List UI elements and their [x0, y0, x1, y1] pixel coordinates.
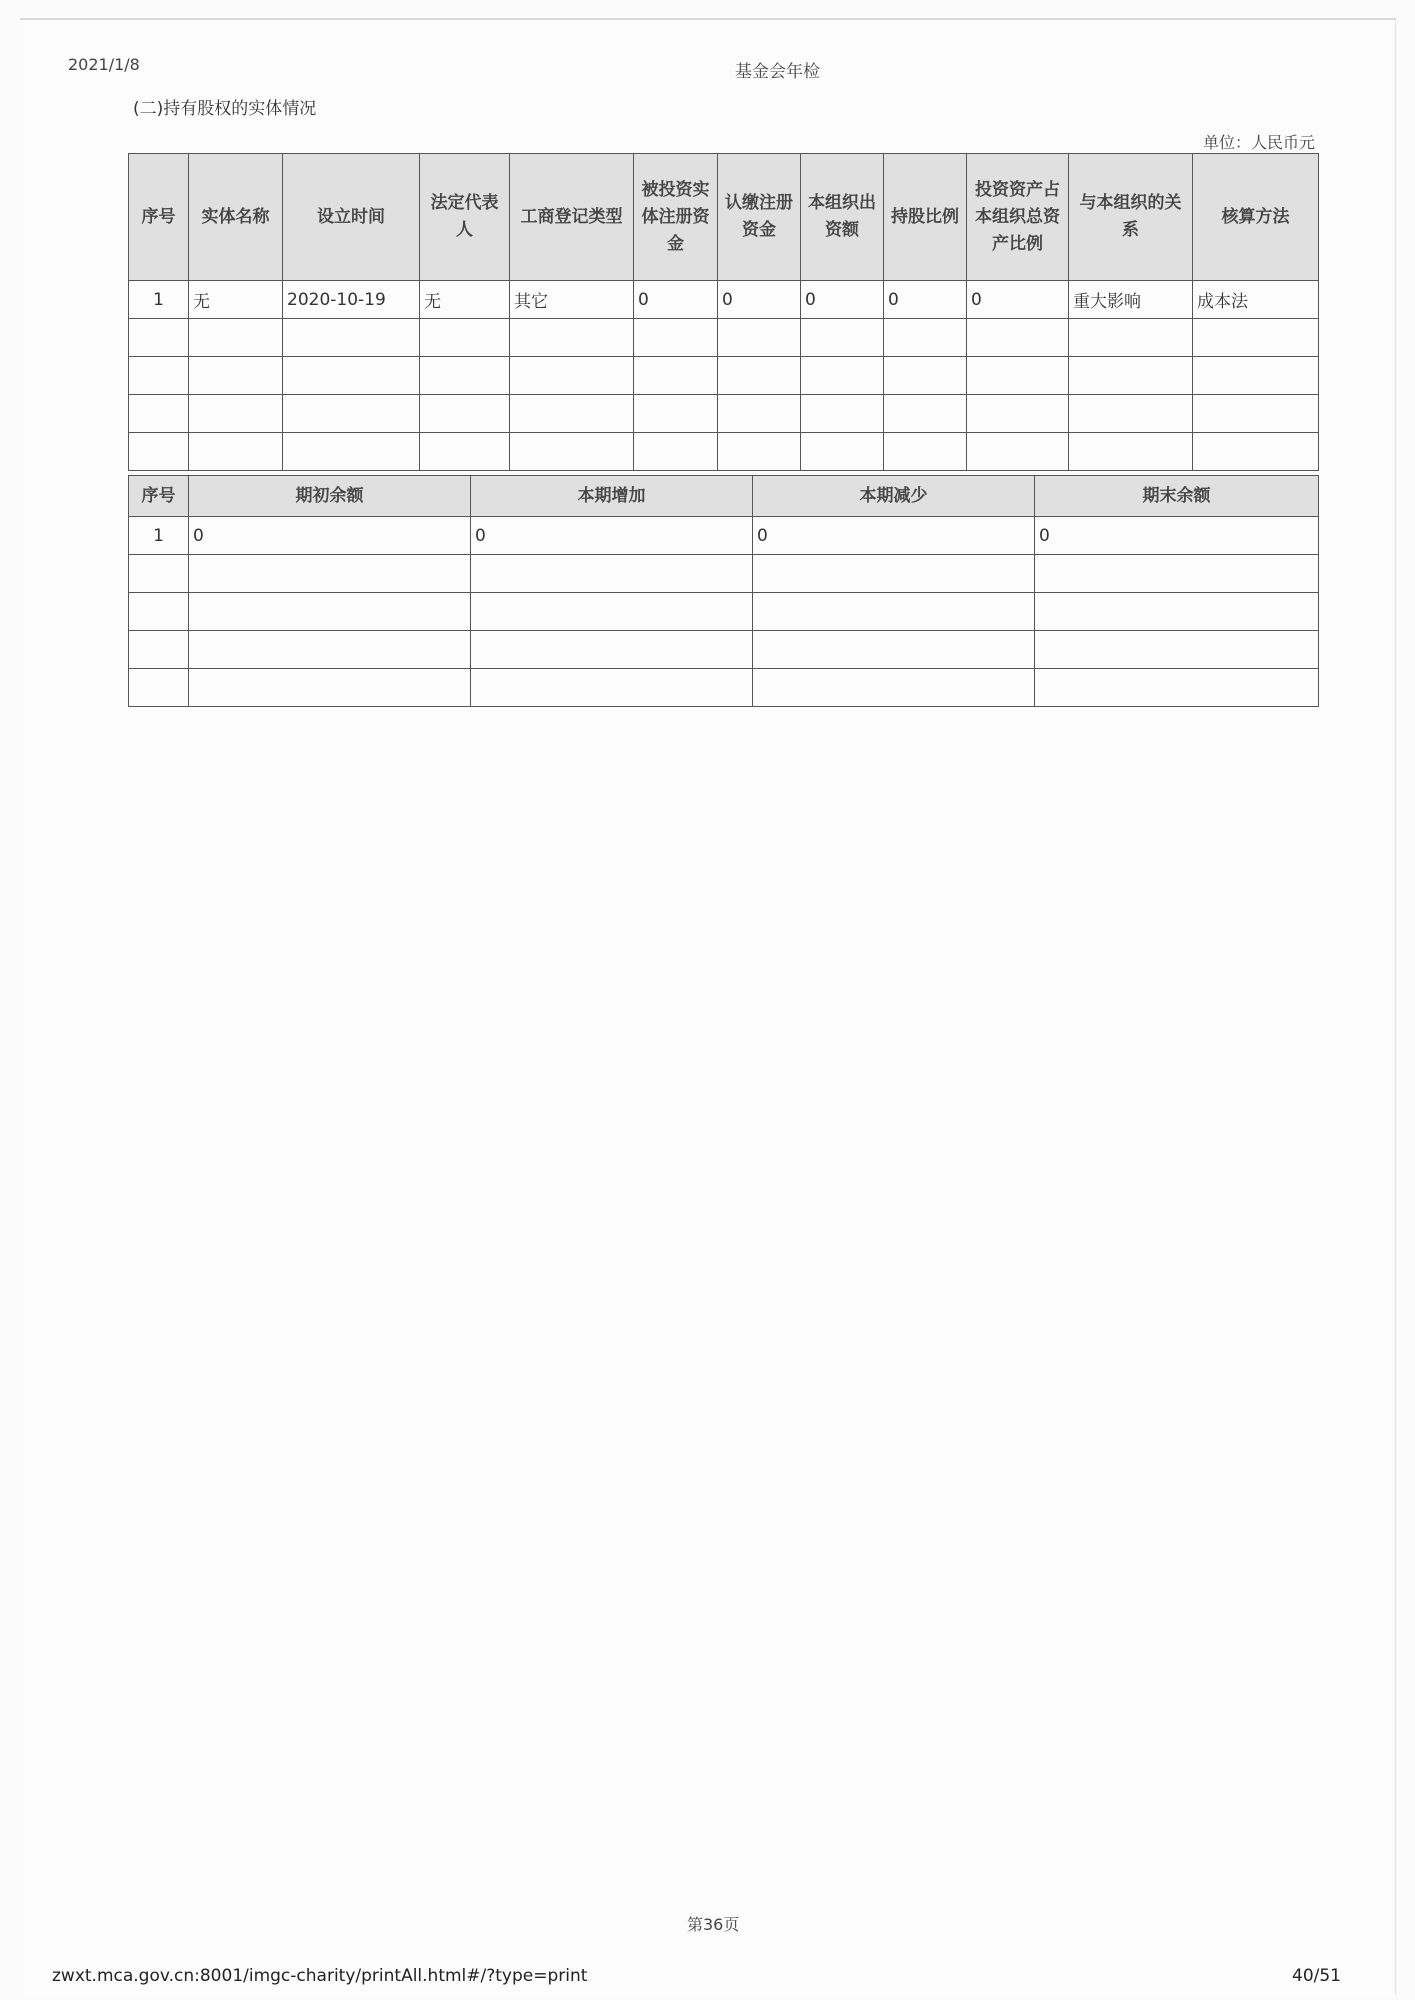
- cell-relationship: 重大影响: [1069, 281, 1193, 319]
- cell-asset-ratio: 0: [967, 281, 1069, 319]
- empty-cell: [1069, 357, 1193, 395]
- col-header-period-increase: 本期增加: [471, 476, 753, 517]
- empty-cell: [189, 593, 471, 631]
- empty-cell: [884, 357, 967, 395]
- empty-cell: [884, 319, 967, 357]
- cell-shareholding-ratio: 0: [884, 281, 967, 319]
- cell-accounting-method: 成本法: [1193, 281, 1319, 319]
- empty-cell: [283, 319, 420, 357]
- empty-cell: [189, 433, 283, 471]
- empty-cell: [1193, 433, 1319, 471]
- empty-cell: [1035, 631, 1319, 669]
- empty-cell: [129, 395, 189, 433]
- cell-closing-balance: 0: [1035, 517, 1319, 555]
- col-header-established-date: 设立时间: [283, 154, 420, 281]
- empty-cell: [634, 357, 718, 395]
- cell-registration-type: 其它: [510, 281, 634, 319]
- empty-cell: [718, 433, 801, 471]
- cell-entity-name: 无: [189, 281, 283, 319]
- document-title: 基金会年检: [735, 62, 820, 82]
- table-row: [129, 433, 1319, 471]
- col-header-index: 序号: [129, 476, 189, 517]
- empty-cell: [1193, 395, 1319, 433]
- empty-cell: [1035, 669, 1319, 707]
- table-row: [129, 555, 1319, 593]
- empty-cell: [1035, 555, 1319, 593]
- col-header-legal-representative: 法定代表人: [420, 154, 510, 281]
- empty-cell: [471, 669, 753, 707]
- cell-period-decrease: 0: [753, 517, 1035, 555]
- print-date: 2021/1/8: [68, 55, 140, 74]
- cell-subscribed-capital: 0: [718, 281, 801, 319]
- col-header-opening-balance: 期初余额: [189, 476, 471, 517]
- empty-cell: [884, 433, 967, 471]
- empty-cell: [801, 395, 884, 433]
- page-number: 第36页: [687, 1915, 740, 1934]
- empty-cell: [129, 631, 189, 669]
- table-row: [129, 669, 1319, 707]
- empty-cell: [283, 357, 420, 395]
- cell-established-date: 2020-10-19: [283, 281, 420, 319]
- col-header-contribution-amount: 本组织出资额: [801, 154, 884, 281]
- cell-legal-representative: 无: [420, 281, 510, 319]
- empty-cell: [189, 631, 471, 669]
- empty-cell: [1069, 395, 1193, 433]
- table-row: [129, 517, 1319, 555]
- empty-cell: [283, 395, 420, 433]
- empty-cell: [189, 357, 283, 395]
- empty-cell: [718, 319, 801, 357]
- empty-cell: [129, 433, 189, 471]
- col-header-closing-balance: 期末余额: [1035, 476, 1319, 517]
- empty-cell: [129, 593, 189, 631]
- cell-opening-balance: 0: [189, 517, 471, 555]
- empty-cell: [753, 631, 1035, 669]
- footer-url: zwxt.mca.gov.cn:8001/imgc-charity/printAll.html#/?type=print: [52, 1966, 588, 1986]
- col-header-registration-type: 工商登记类型: [510, 154, 634, 281]
- empty-cell: [129, 669, 189, 707]
- col-header-asset-ratio: 投资资产占本组织总资产比例: [967, 154, 1069, 281]
- empty-cell: [801, 357, 884, 395]
- cell-registered-capital: 0: [634, 281, 718, 319]
- empty-cell: [967, 433, 1069, 471]
- empty-cell: [634, 433, 718, 471]
- col-header-entity-name: 实体名称: [189, 154, 283, 281]
- col-header-registered-capital: 被投资实体注册资金: [634, 154, 718, 281]
- balance-changes-table: [128, 475, 1319, 707]
- table-row: [129, 281, 1319, 319]
- empty-cell: [420, 395, 510, 433]
- empty-cell: [753, 669, 1035, 707]
- cell-contribution-amount: 0: [801, 281, 884, 319]
- empty-cell: [283, 433, 420, 471]
- col-header-subscribed-capital: 认缴注册资金: [718, 154, 801, 281]
- col-header-period-decrease: 本期减少: [753, 476, 1035, 517]
- empty-cell: [510, 357, 634, 395]
- footer-page-count: 40/51: [1292, 1966, 1341, 1986]
- empty-cell: [510, 319, 634, 357]
- empty-cell: [189, 669, 471, 707]
- cell-index: 1: [129, 517, 189, 555]
- empty-cell: [967, 319, 1069, 357]
- empty-cell: [801, 433, 884, 471]
- empty-cell: [801, 319, 884, 357]
- empty-cell: [420, 357, 510, 395]
- empty-cell: [1193, 357, 1319, 395]
- empty-cell: [634, 395, 718, 433]
- empty-cell: [1035, 593, 1319, 631]
- empty-cell: [753, 593, 1035, 631]
- empty-cell: [718, 395, 801, 433]
- equity-entities-table: [128, 153, 1319, 471]
- col-header-relationship: 与本组织的关系: [1069, 154, 1193, 281]
- empty-cell: [967, 395, 1069, 433]
- empty-cell: [471, 555, 753, 593]
- table-row: [129, 395, 1319, 433]
- empty-cell: [1069, 433, 1193, 471]
- empty-cell: [129, 319, 189, 357]
- empty-cell: [129, 555, 189, 593]
- table-row: [129, 631, 1319, 669]
- table-row: [129, 593, 1319, 631]
- cell-index: 1: [129, 281, 189, 319]
- empty-cell: [471, 631, 753, 669]
- col-header-accounting-method: 核算方法: [1193, 154, 1319, 281]
- empty-cell: [1069, 319, 1193, 357]
- empty-cell: [510, 395, 634, 433]
- empty-cell: [189, 395, 283, 433]
- empty-cell: [718, 357, 801, 395]
- empty-cell: [1193, 319, 1319, 357]
- cell-period-increase: 0: [471, 517, 753, 555]
- empty-cell: [510, 433, 634, 471]
- col-header-index: 序号: [129, 154, 189, 281]
- table-row: [129, 357, 1319, 395]
- empty-cell: [884, 395, 967, 433]
- empty-cell: [967, 357, 1069, 395]
- empty-cell: [189, 555, 471, 593]
- table-header-row: [129, 154, 1319, 281]
- section-title: (二)持有股权的实体情况: [133, 99, 317, 119]
- empty-cell: [753, 555, 1035, 593]
- empty-cell: [420, 319, 510, 357]
- empty-cell: [189, 319, 283, 357]
- empty-cell: [471, 593, 753, 631]
- table-header-row: [129, 476, 1319, 517]
- empty-cell: [420, 433, 510, 471]
- col-header-shareholding-ratio: 持股比例: [884, 154, 967, 281]
- table-row: [129, 319, 1319, 357]
- empty-cell: [129, 357, 189, 395]
- empty-cell: [634, 319, 718, 357]
- currency-unit: 单位：人民币元: [1203, 133, 1316, 152]
